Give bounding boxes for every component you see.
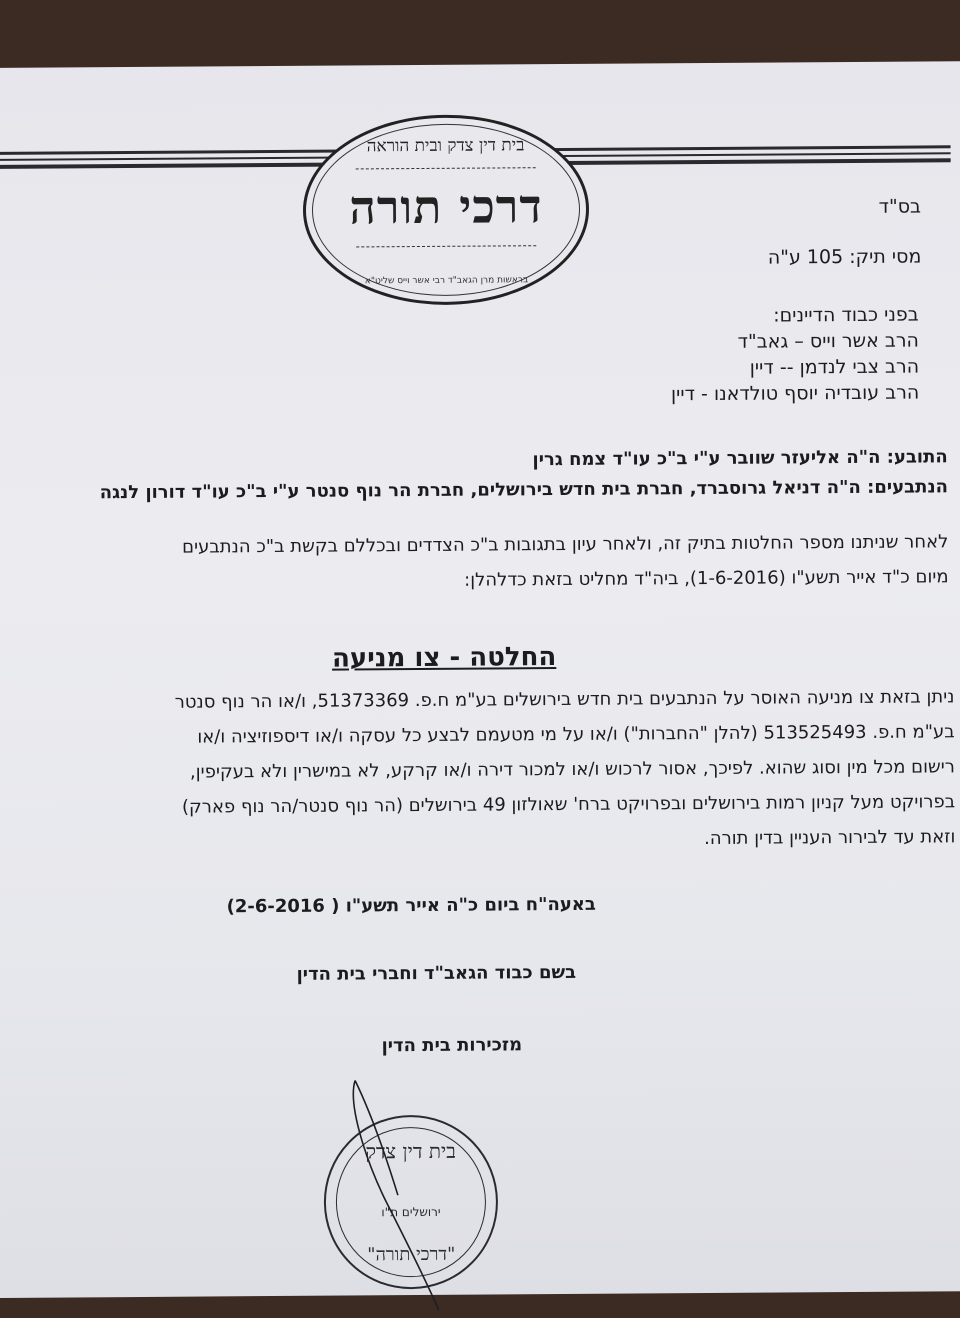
logo-arc-text: בית דין צדק ובית הוראה — [366, 135, 525, 157]
logo-name: דרכי תורה — [349, 179, 543, 235]
logo-subtitle: בראשות מרן הגאב"ד רבי אשר וייס שליט"א — [364, 275, 529, 287]
signoff: בשם כבוד הגאב"ד וחברי בית הדין — [296, 961, 577, 985]
date-line: באעה"ח ביום כ"ה אייר תשע"ו ( 2-6-2016) — [226, 893, 596, 918]
plaintiff: התובע: ה"ה אליעזר שוובר ע"י ב"כ עו"ד צמח גרין — [532, 446, 948, 471]
decision-title: החלטה - צו מניעה — [331, 642, 557, 674]
stamp-city: ירושלים ת"ו — [381, 1204, 441, 1220]
judge: הרב אשר וייס – גאב"ד — [737, 329, 920, 353]
ornament-icon — [356, 167, 536, 170]
secretary: מזכירות בית הדין — [381, 1034, 523, 1057]
judges-heading: בפני כבוד הדיינים: — [773, 303, 919, 327]
stamp-top-text: בית דין צדק — [365, 1138, 456, 1164]
defendants: הנתבעים: ה"ה דניאל גרוסברד, חברת בית חדש בירושלים, חברת הר נוף סנטר ע"י ב"כ עו"ד דורון לנגה — [99, 476, 949, 504]
document-page — [0, 61, 960, 1298]
bsd: בס"ד — [878, 195, 922, 218]
file-number: מסי תיק: 105 ע"ה — [767, 245, 922, 269]
intro-line: מיום כ"ד אייר תשע"ו (1-6-2016), ביה"ד מחליט בזאת כדלהלן: — [464, 566, 949, 591]
body-line: רישום מכל מין וסוג שהוא. לפיכך, אסור לרכוש ו/או למכור דירה ו/או קרקע, לא במישרין ולא בעקיפין, — [189, 756, 955, 783]
body-line: בע"מ ח.פ. 513525493 (להלן "החברות") ו/או על מי מטעמם לבצע כל עסקה ו/או דיספוזיציה ו/או — [197, 721, 955, 748]
letterhead-logo — [302, 114, 589, 306]
intro-line: לאחר שניתנו מספר החלטות בתיק זה, ולאחר עיון בתגובות ב"כ הצדדים ובכללם בקשת ב"כ הנתבעים — [182, 531, 949, 558]
stamp-bottom-text: "דרכי תורה" — [367, 1243, 456, 1266]
body-line: בפרויקט מעל קניון רמות בירושלים ובפרויקט ברח' שאולזון 49 בירושלים (הר נוף סנטר/הר נוף פארק) — [181, 791, 956, 818]
judge: הרב עובדיה יוסף טולדאנו - דיין — [670, 381, 920, 406]
body-line: וזאת עד לבירור העניין בדין תורה. — [703, 826, 956, 850]
judge: הרב צבי לנדמן -- דיין — [749, 355, 920, 379]
ornament-icon — [356, 245, 536, 248]
body-line: ניתן בזאת צו מניעה האוסר על הנתבעים בית חדש בירושלים בע"מ ח.פ. 51373369, ו/או הר נוף סנטר — [174, 686, 955, 713]
